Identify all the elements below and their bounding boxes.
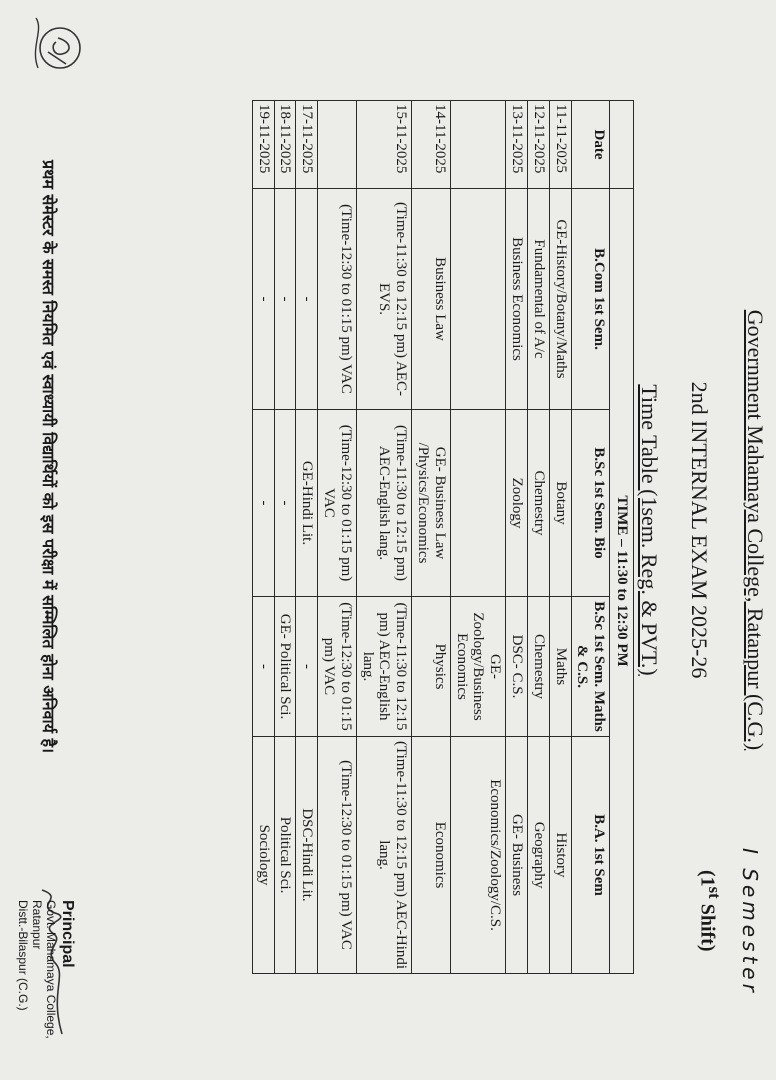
table-row	[450, 101, 505, 974]
table-row	[318, 101, 357, 974]
subject-cell: Fundamental of A/c	[528, 189, 550, 410]
principal-stamp	[16, 900, 76, 1080]
time-row	[610, 101, 634, 974]
subject-cell	[450, 189, 505, 410]
date-cell	[450, 101, 505, 189]
col-bsc-bio: B.Sc 1st Sem. Bio	[571, 410, 610, 597]
subject-cell: DSC- C.S.	[506, 597, 528, 737]
college-title: Government Mahamaya College, Ratanpur (C.G.)	[743, 309, 768, 751]
table-row	[528, 101, 550, 974]
instruction-note: प्रथम सेमेस्टर के समस्त नियमित एवं स्वाध्यायी विद्यार्थियों को इस परीक्षा में सम्मिलित होना अनिवार्य है।	[39, 160, 58, 754]
table-row	[274, 101, 296, 974]
subject-cell: GE-Zoology/Business Economics	[450, 597, 505, 737]
subject-cell: GE- Political Sci.	[274, 597, 296, 737]
date-cell: 18-11-2025	[274, 101, 296, 189]
table-row	[412, 101, 451, 974]
subject-cell: (Time-11:30 to 12:15 pm) AEC-English lang.	[356, 410, 411, 597]
initials-mark	[28, 8, 88, 88]
shift-label: (1st Shift)	[696, 870, 724, 952]
subject-cell: Political Sci.	[274, 737, 296, 974]
subject-cell: Chemestry	[528, 597, 550, 737]
col-bcom: B.Com 1st Sem.	[571, 189, 610, 410]
subject-cell: Chemestry	[528, 410, 550, 597]
subject-cell: -	[296, 189, 318, 410]
subject-cell: -	[252, 410, 274, 597]
date-cell: 17-11-2025	[296, 101, 318, 189]
principal-line1: Govt. Mahamaya College, Ratanpur	[30, 900, 58, 1039]
subject-cell: GE-History/Botany/Maths	[549, 189, 571, 410]
subject-cell: Business Law	[412, 189, 451, 410]
table-row	[549, 101, 571, 974]
date-cell: 11-11-2025	[549, 101, 571, 189]
subject-cell: Sociology	[252, 737, 274, 974]
subject-cell: DSC-Hindi Lit.	[296, 737, 318, 974]
subject-cell: -	[252, 597, 274, 737]
table-body	[252, 101, 571, 974]
exam-title: 2nd INTERNAL EXAM 2025-26	[687, 381, 712, 679]
col-ba: B.A. 1st Sem	[571, 737, 610, 974]
subject-cell: Zoology	[506, 410, 528, 597]
subject-cell: Geography	[528, 737, 550, 974]
date-cell: 15-11-2025	[356, 101, 411, 189]
table-row	[356, 101, 411, 974]
subject-cell: -	[274, 189, 296, 410]
date-cell: 14-11-2025	[412, 101, 451, 189]
semester-handwritten: I Semester	[738, 848, 762, 996]
subject-cell: (Time-12:30 to 01:15 pm) VAC	[318, 737, 357, 974]
subject-cell: (Time-11:30 to 12:15 pm) AEC-EVS.	[356, 189, 411, 410]
date-cell	[318, 101, 357, 189]
col-bsc-maths: B.Sc 1st Sem. Maths & C.S.	[571, 597, 610, 737]
table-row	[252, 101, 274, 974]
header-row	[571, 101, 610, 974]
subject-cell: History	[549, 737, 571, 974]
table-row	[296, 101, 318, 974]
subject-cell: (Time-12:30 to 01:15 pm) VAC	[318, 597, 357, 737]
subject-cell: Economics	[412, 737, 451, 974]
subject-cell: -	[252, 189, 274, 410]
subject-cell: GE- Business	[506, 737, 528, 974]
subject-cell: GE-Hindi Lit.	[296, 410, 318, 597]
subject-cell: -	[274, 410, 296, 597]
col-date: Date	[571, 101, 610, 189]
subject-cell: Economics/Zoology/C.S.	[450, 737, 505, 974]
subject-cell: Physics	[412, 597, 451, 737]
subject-cell: Business Economics	[506, 189, 528, 410]
subject-cell: -	[296, 597, 318, 737]
timetable-title: Time Table (1sem. Reg. & PVT.)	[637, 384, 662, 676]
subject-cell: (Time-12:30 to 01:15 pm) VAC	[318, 189, 357, 410]
subject-cell	[450, 410, 505, 597]
exam-timetable	[252, 100, 634, 974]
subject-cell: Botany	[549, 410, 571, 597]
principal-line2: Distt.-Bilaspur (C.G.)	[16, 900, 30, 1011]
exam-time: TIME – 11:30 to 12:30 PM	[610, 189, 634, 974]
subject-cell: (Time-11:30 to 12:15 pm) AEC-English lang.	[356, 597, 411, 737]
subject-cell: (Time-12:30 to 01:15 pm) VAC	[318, 410, 357, 597]
subject-cell: Maths	[549, 597, 571, 737]
principal-title: Principal	[59, 900, 76, 968]
subject-cell: (Time-11:30 to 12:15 pm) AEC-Hindi lang.	[356, 737, 411, 974]
date-cell: 13-11-2025	[506, 101, 528, 189]
date-cell: 19-11-2025	[252, 101, 274, 189]
subject-cell: GE- Business Law /Physics/Economics	[412, 410, 451, 597]
date-cell: 12-11-2025	[528, 101, 550, 189]
table-row	[506, 101, 528, 974]
